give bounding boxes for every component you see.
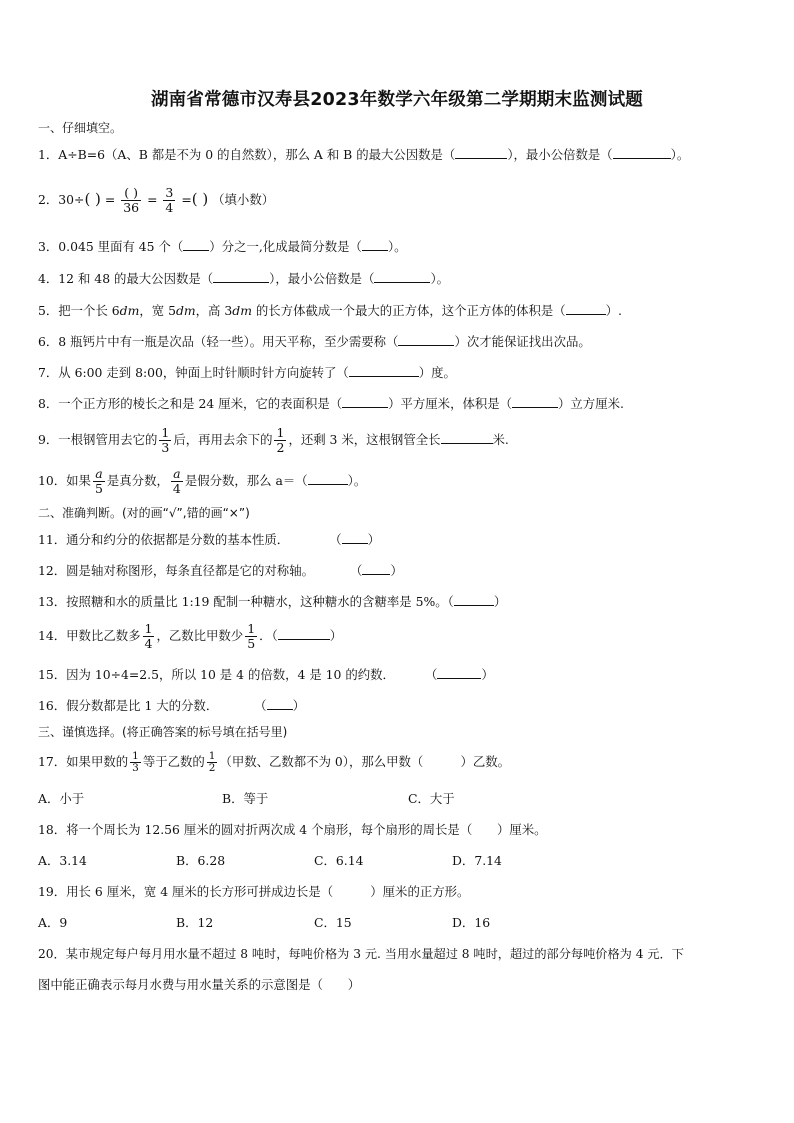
answer-blank[interactable] <box>342 531 368 544</box>
question-20-continued: 图中能正确表示每月水费与用水量关系的示意图是（ ） <box>38 977 361 992</box>
option-a[interactable]: A．3.14 <box>38 853 87 868</box>
question-11: 11．通分和约分的依据都是分数的基本性质． （ ） <box>38 532 380 547</box>
option-a[interactable]: A．小于 <box>38 791 85 806</box>
question-10: 10．如果 $\frac{a}{5}$ 是真分数， $\frac{a}{4}$ 是假分数，那么 a＝（ ）。 <box>38 466 367 496</box>
question-5: 5．把一个长 6dm，宽 5dm，高 3dm 的长方体截成一个最大的正方体，这个正方体的体积是（ ）. <box>38 303 623 318</box>
fraction: $\frac{1}{4}$ <box>144 621 153 651</box>
fraction: $\frac{1}{3}$ <box>161 425 170 455</box>
answer-blank[interactable] <box>362 562 390 575</box>
question-3: 3．0.045 里面有 45 个（ ）分之一,化成最简分数是（ ）。 <box>38 239 407 254</box>
section-2-heading: 二、准确判断。(对的画“√”,错的画“×”) <box>38 506 250 520</box>
fraction: $\frac{1}{2}$ <box>276 425 285 455</box>
fraction: $\frac{1}{5}$ <box>247 621 256 651</box>
fraction: $\frac{1}{3}$ <box>132 750 139 774</box>
answer-blank[interactable] <box>437 666 481 679</box>
option-b[interactable]: B．6.28 <box>176 853 226 868</box>
answer-paren[interactable]: ( ) <box>124 185 139 200</box>
answer-blank[interactable] <box>278 627 330 640</box>
question-2: 2．30÷( ) = $\frac{( )}{36}$ = $\frac{3}{4}$ =( ) （填小数） <box>38 185 275 215</box>
fraction: $\frac{a}{5}$ <box>94 466 103 496</box>
question-8: 8．一个正方形的棱长之和是 24 厘米，它的表面积是（ ）平方厘米，体积是（ ）立方厘米. <box>38 396 624 411</box>
option-c[interactable]: C．大于 <box>408 791 455 806</box>
question-20: 20．某市规定每户每月用水量不超过 8 吨时，每吨价格为 3 元. 当用水量超过 8 吨时，超过的部分每吨价格为 4 元．下 <box>38 947 684 961</box>
question-14: 14．甲数比乙数多 $\frac{1}{4}$ ，乙数比甲数少 $\frac{1}{5}$ ．（ ） <box>38 621 343 651</box>
section-1-heading: 一、仔细填空。 <box>38 121 123 135</box>
option-a[interactable]: A．9 <box>38 915 68 930</box>
question-13: 13．按照糖和水的质量比 1:19 配制一种糖水，这种糖水的含糖率是 5%。（ ） <box>38 594 507 609</box>
section-3-heading: 三、谨慎选择。(将正确答案的标号填在括号里) <box>38 725 288 739</box>
fraction: $\frac{( )}{36}$ <box>123 185 140 215</box>
question-15: 15．因为 10÷4=2.5，所以 10 是 4 的倍数，4 是 10 的约数． （ ） <box>38 667 494 682</box>
question-1: 1．A÷B=6（A、B 都是不为 0 的自然数），那么 A 和 B 的最大公因数是（ ），最小公倍数是（ ）。 <box>38 147 690 162</box>
question-7: 7．从 6:00 走到 8:00，钟面上时针顺时针方向旋转了（ ）度。 <box>38 365 456 380</box>
answer-blank[interactable] <box>349 364 419 377</box>
answer-blank[interactable] <box>374 270 430 283</box>
question-6: 6．8 瓶钙片中有一瓶是次品（轻一些）。用天平称，至少需要称（ ）次才能保证找出次品。 <box>38 334 591 349</box>
answer-blank[interactable] <box>455 146 507 159</box>
page-title: 湖南省常德市汉寿县2023年数学六年级第二学期期末监测试题 <box>150 90 643 110</box>
option-d[interactable]: D．7.14 <box>452 853 502 868</box>
fraction: $\frac{1}{2}$ <box>208 750 216 774</box>
answer-blank[interactable] <box>267 697 293 710</box>
question-16: 16．假分数都是比 1 大的分数． （ ） <box>38 698 305 713</box>
question-17: 17．如果甲数的 $\frac{1}{3}$ 等于乙数的 $\frac{1}{2}$ （甲数、乙数都不为 0），那么甲数（ ）乙数。 <box>38 750 511 774</box>
answer-blank[interactable] <box>362 238 388 251</box>
answer-blank[interactable] <box>566 302 606 315</box>
answer-blank[interactable] <box>342 395 388 408</box>
answer-paren[interactable]: ( ) <box>84 190 101 208</box>
answer-blank[interactable] <box>613 146 671 159</box>
answer-blank[interactable] <box>441 431 493 444</box>
question-4: 4．12 和 48 的最大公因数是（ ），最小公倍数是（ ）。 <box>38 271 450 286</box>
option-b[interactable]: B．12 <box>176 915 214 930</box>
answer-blank[interactable] <box>454 593 494 606</box>
fraction: $\frac{3}{4}$ <box>165 185 174 215</box>
answer-blank[interactable] <box>398 333 454 346</box>
answer-blank[interactable] <box>308 472 348 485</box>
answer-blank[interactable] <box>183 238 209 251</box>
question-12: 12．圆是轴对称图形，每条直径都是它的对称轴。 （ ） <box>38 563 403 578</box>
fraction: $\frac{a}{4}$ <box>172 466 181 496</box>
question-18: 18．将一个周长为 12.56 厘米的圆对折两次成 4 个扇形，每个扇形的周长是（ ）厘米。 <box>38 822 547 837</box>
option-c[interactable]: C．6.14 <box>314 853 364 868</box>
option-d[interactable]: D．16 <box>452 915 491 930</box>
question-9: 9．一根钢管用去它的 $\frac{1}{3}$ 后，再用去余下的 $\frac{1}{2}$ ，还剩 3 米，这根钢管全长 米. <box>38 425 509 455</box>
answer-paren[interactable]: ( ) <box>191 190 209 208</box>
option-b[interactable]: B．等于 <box>222 791 269 806</box>
answer-blank[interactable] <box>512 395 558 408</box>
answer-blank[interactable] <box>213 270 269 283</box>
question-19: 19．用长 6 厘米，宽 4 厘米的长方形可拼成边长是（ ）厘米的正方形。 <box>38 884 470 899</box>
option-c[interactable]: C．15 <box>314 915 352 930</box>
